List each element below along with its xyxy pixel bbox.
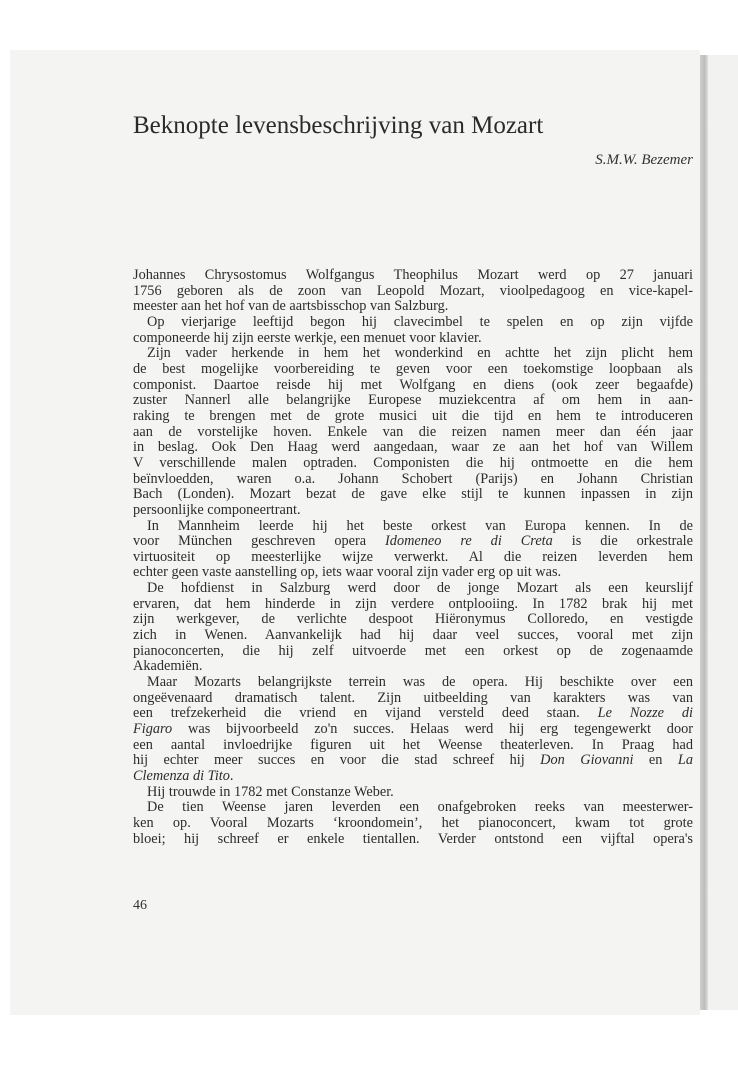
text-line: ongeëvenaard dramatisch talent. Zijn uitbeelding van karakters was van — [133, 689, 693, 706]
text-line: De hofdienst in Salzburg werd door de jonge Mozart als een keurslijf — [147, 580, 693, 597]
text-line: pianoconcerten, die hij zelf uitvoerde met een orkest op de zogenaamde — [133, 642, 693, 659]
text-line: Figaro was bijvoorbeeld zo'n succes. Helaas werd hij erg tegengewerkt door — [133, 721, 693, 738]
book-spine — [700, 55, 708, 1010]
text-line: raking te brengen met de grote musici uit die tijd en hem te introduceren — [133, 407, 693, 424]
text-line: hij echter meer succes en voor die stad schreef hij Don Giovanni en La — [133, 752, 694, 769]
text-line: zijn werkgever, de verlichte despoot Hiëronymus Colloredo, en vestigde — [133, 611, 693, 628]
facing-page-edge — [708, 55, 738, 1010]
text-line: aan de vorstelijke hoven. Enkele van die reizen namen meer dan één jaar — [133, 423, 693, 440]
text-line: 1756 geboren als de zoon van Leopold Mozart, vioolpedagoog en vice-kapel- — [133, 282, 693, 299]
text-line: voor München geschreven opera Idomeneo re di Creta is die orkestrale — [133, 533, 693, 550]
opera-title: Clemenza di Tito — [133, 768, 230, 784]
text-line: componist. Daartoe reisde hij met Wolfgang en diens (ook zeer begaafde) — [133, 376, 693, 393]
text-line: in beslag. Ook Den Haag werd aangedaan, waar ze aan het hof van Willem — [133, 439, 693, 456]
text-line: virtuositeit op meesterlijke wijze verwerkt. Al die reizen leverden hem — [133, 548, 693, 565]
article-author: S.M.W. Bezemer — [595, 152, 693, 168]
text-line: De tien Weense jaren leverden een onafgebroken reeks van meesterwer- — [147, 799, 693, 816]
text-line: zuster Nannerl alle belangrijke Europese muziekcentra af om hem in aan- — [133, 392, 693, 409]
text-line: meester aan het hof van de aartsbisschop van Salzburg. — [133, 298, 449, 315]
text-line: componeerde hij zijn eerste werkje, een menuet voor klavier. — [133, 329, 482, 346]
page-number: 46 — [133, 898, 147, 913]
opera-title: Figaro — [133, 721, 173, 738]
text-line: Johannes Chrysostomus Wolfgangus Theophilus Mozart werd op 27 januari — [133, 267, 693, 283]
text-line: een trefzekerheid die vriend en vijand versteld deed staan. Le Nozze di — [133, 705, 693, 722]
text-line: Op vierjarige leeftijd begon hij clavecimbel te spelen en op zijn vijfde — [147, 313, 693, 330]
article-body — [133, 268, 693, 847]
text-line: In Mannheim leerde hij het beste orkest van Europa kennen. In de — [147, 517, 693, 534]
text-line: Clemenza di Tito. — [133, 768, 234, 784]
opera-title: Le Nozze di — [597, 705, 693, 722]
opera-title: Don Giovanni — [540, 752, 634, 769]
opera-title: La — [677, 752, 694, 769]
text-line: bloei; hij schreef er enkele tientallen. Verder ontstond een vijftal opera's — [133, 830, 693, 847]
text-line: Hij trouwde in 1782 met Constanze Weber. — [147, 783, 394, 800]
text-line: de best mogelijke voorbereiding te geven voor een toekomstige loopbaan als — [133, 360, 693, 377]
text-line: een aantal invloedrijke figuren uit het Weense theaterleven. In Praag had — [133, 736, 693, 753]
text-line: Zijn vader herkende in hem het wonderkind en achtte het zijn plicht hem — [147, 345, 693, 362]
text-line: Maar Mozarts belangrijkste terrein was de opera. Hij beschikte over een — [147, 674, 693, 691]
text-line: echter geen vaste aanstelling op, iets waar vooral zijn vader erg op uit was. — [133, 564, 562, 581]
text-line: V verschillende malen optraden. Componisten die hij ontmoette en die hem — [133, 454, 693, 471]
text-line: ken op. Vooral Mozarts ‘kroondomein’, het pianoconcert, kwam tot grote — [133, 814, 693, 831]
text-line: persoonlijke componeertrant. — [133, 501, 301, 518]
text-line: zich in Wenen. Aanvankelijk had hij daar veel succes, vooral met zijn — [133, 627, 693, 644]
article-title: Beknopte levensbeschrijving van Mozart — [133, 112, 544, 139]
text-line: beïnvloedden, waren o.a. Johann Schobert (Parijs) en Johann Christian — [133, 470, 693, 487]
text-line: Bach (Londen). Mozart bezat de gave elke stijl te kunnen inpassen in zijn — [133, 486, 693, 503]
text-line: Akademiën. — [133, 658, 203, 675]
text-line: ervaren, dat hem hinderde in zijn verdere ontplooiing. In 1782 brak hij met — [133, 595, 693, 612]
opera-title: Idomeneo re di Creta — [385, 533, 553, 550]
